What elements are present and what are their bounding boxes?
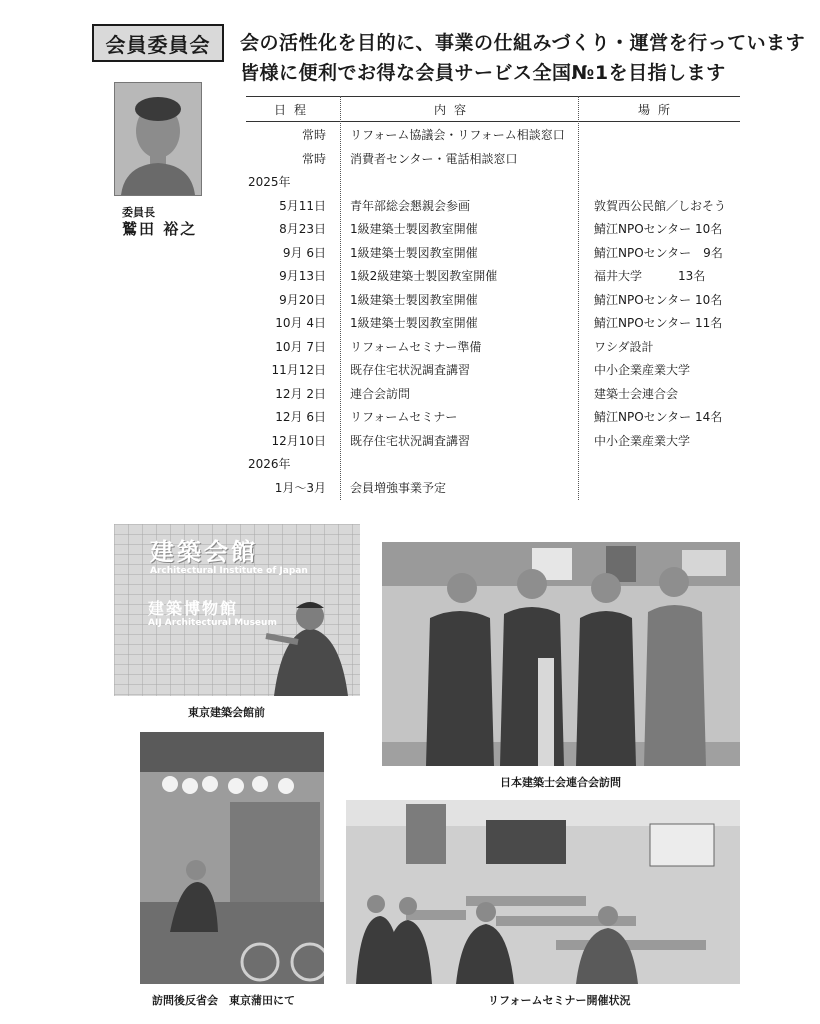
- row-date: 10月 4日: [275, 316, 326, 330]
- row-date: 9月20日: [279, 292, 326, 307]
- row-place: 中小企業産業大学: [594, 433, 691, 448]
- row-content: 1級建築士製図教室開催: [350, 245, 478, 260]
- row-place: 中小企業産業大学: [594, 363, 691, 377]
- row-content: 既存住宅状況調査講習: [350, 363, 471, 377]
- schedule-row: [246, 404, 740, 428]
- row-date: 8月23日: [279, 222, 326, 236]
- row-date: 常時: [301, 151, 326, 166]
- schedule-rows: [246, 122, 740, 498]
- schedule-row: [246, 263, 740, 287]
- column-divider: [578, 96, 579, 500]
- schedule-row: [246, 381, 740, 405]
- photo-federation-visit: [382, 542, 740, 766]
- photo-caption: リフォームセミナー開催状況: [488, 994, 631, 1007]
- header-place: 場所: [638, 103, 679, 117]
- schedule-row: [246, 216, 740, 240]
- schedule-year-row: [246, 169, 740, 193]
- row-date: 12月 6日: [275, 410, 326, 424]
- schedule-row: [246, 310, 740, 334]
- sign-subtitle: Architectural Institute of Japan: [150, 566, 308, 576]
- row-place: 建築士会連合会: [594, 386, 679, 401]
- schedule-row: [246, 193, 740, 217]
- row-content: リフォーム協議会・リフォーム相談窓口: [350, 128, 565, 142]
- row-place: ワシダ設計: [594, 339, 654, 354]
- schedule-row: [246, 240, 740, 264]
- photo-caption: 日本建築士会連合会訪問: [500, 776, 621, 789]
- schedule-row: [246, 428, 740, 452]
- row-content: 1級建築士製図教室開催: [350, 292, 478, 307]
- row-content: リフォームセミナー: [350, 410, 458, 424]
- row-place: 福井大学 13名: [594, 269, 706, 283]
- schedule-table: [246, 96, 740, 498]
- row-place: 鯖江NPOセンター 9名: [594, 245, 723, 260]
- schedule-row: [246, 122, 740, 146]
- photo-caption: 訪問後反省会 東京蒲田にて: [152, 994, 295, 1007]
- sign-title: 建築会館: [150, 538, 258, 566]
- schedule-year-row: [246, 451, 740, 475]
- sign-museum-title: 建築博物館: [148, 599, 239, 618]
- header-content: 内容: [434, 103, 475, 117]
- schedule-row: [246, 334, 740, 358]
- chair-name: 鷲田 裕之: [122, 220, 198, 238]
- schedule-header: [246, 96, 740, 122]
- row-date: 12月 2日: [275, 386, 326, 401]
- row-date: 10月 7日: [275, 339, 326, 354]
- schedule-row: [246, 475, 740, 499]
- header-date: 日程: [274, 103, 315, 117]
- section-heading-line2: 皆様に便利でお得な会員サービス全国№1を目指します: [240, 62, 726, 84]
- photo-architectural-institute: [114, 524, 360, 696]
- row-date: 5月11日: [279, 198, 326, 213]
- row-place: 鯖江NPOセンター 10名: [594, 222, 723, 236]
- row-date: 常時: [301, 128, 326, 142]
- chair-role: 委員長: [122, 206, 155, 219]
- sign-museum-subtitle: AIJ Architectural Museum: [148, 618, 277, 628]
- row-content: 1級2級建築士製図教室開催: [350, 269, 498, 283]
- schedule-row: [246, 146, 740, 170]
- row-date: 9月 6日: [282, 245, 326, 260]
- section-label: 会員委員会: [92, 24, 224, 62]
- year-label: 2026年: [248, 457, 291, 471]
- chair-portrait: [114, 82, 202, 196]
- photo-caption: 東京建築会館前: [188, 706, 265, 719]
- row-content: 消費者センター・電話相談窓口: [350, 151, 518, 166]
- row-content: リフォームセミナー準備: [350, 339, 482, 354]
- row-date: 11月12日: [271, 363, 326, 377]
- row-place: 鯖江NPOセンター 10名: [594, 292, 723, 307]
- photo-reform-seminar: [346, 800, 740, 984]
- schedule-row: [246, 357, 740, 381]
- year-label: 2025年: [248, 175, 291, 189]
- row-place: 鯖江NPOセンター 11名: [594, 316, 723, 330]
- row-content: 1級建築士製図教室開催: [350, 316, 478, 330]
- row-date: 12月10日: [271, 433, 326, 448]
- row-content: 会員増強事業予定: [350, 480, 447, 495]
- row-content: 青年部総会懇親会参画: [350, 198, 471, 213]
- section-heading-line1: 会の活性化を目的に、事業の仕組みづくり・運営を行っています: [240, 32, 806, 54]
- row-date: 1月～3月: [274, 480, 326, 495]
- column-divider: [340, 96, 341, 500]
- schedule-row: [246, 287, 740, 311]
- row-content: 1級建築士製図教室開催: [350, 222, 478, 236]
- row-date: 9月13日: [279, 269, 326, 283]
- row-place: 鯖江NPOセンター 14名: [594, 410, 723, 424]
- row-content: 既存住宅状況調査講習: [350, 433, 471, 448]
- row-content: 連合会訪問: [350, 386, 411, 401]
- photo-review-meeting: [140, 732, 324, 984]
- row-place: 敦賀西公民館／しおそう: [594, 198, 727, 213]
